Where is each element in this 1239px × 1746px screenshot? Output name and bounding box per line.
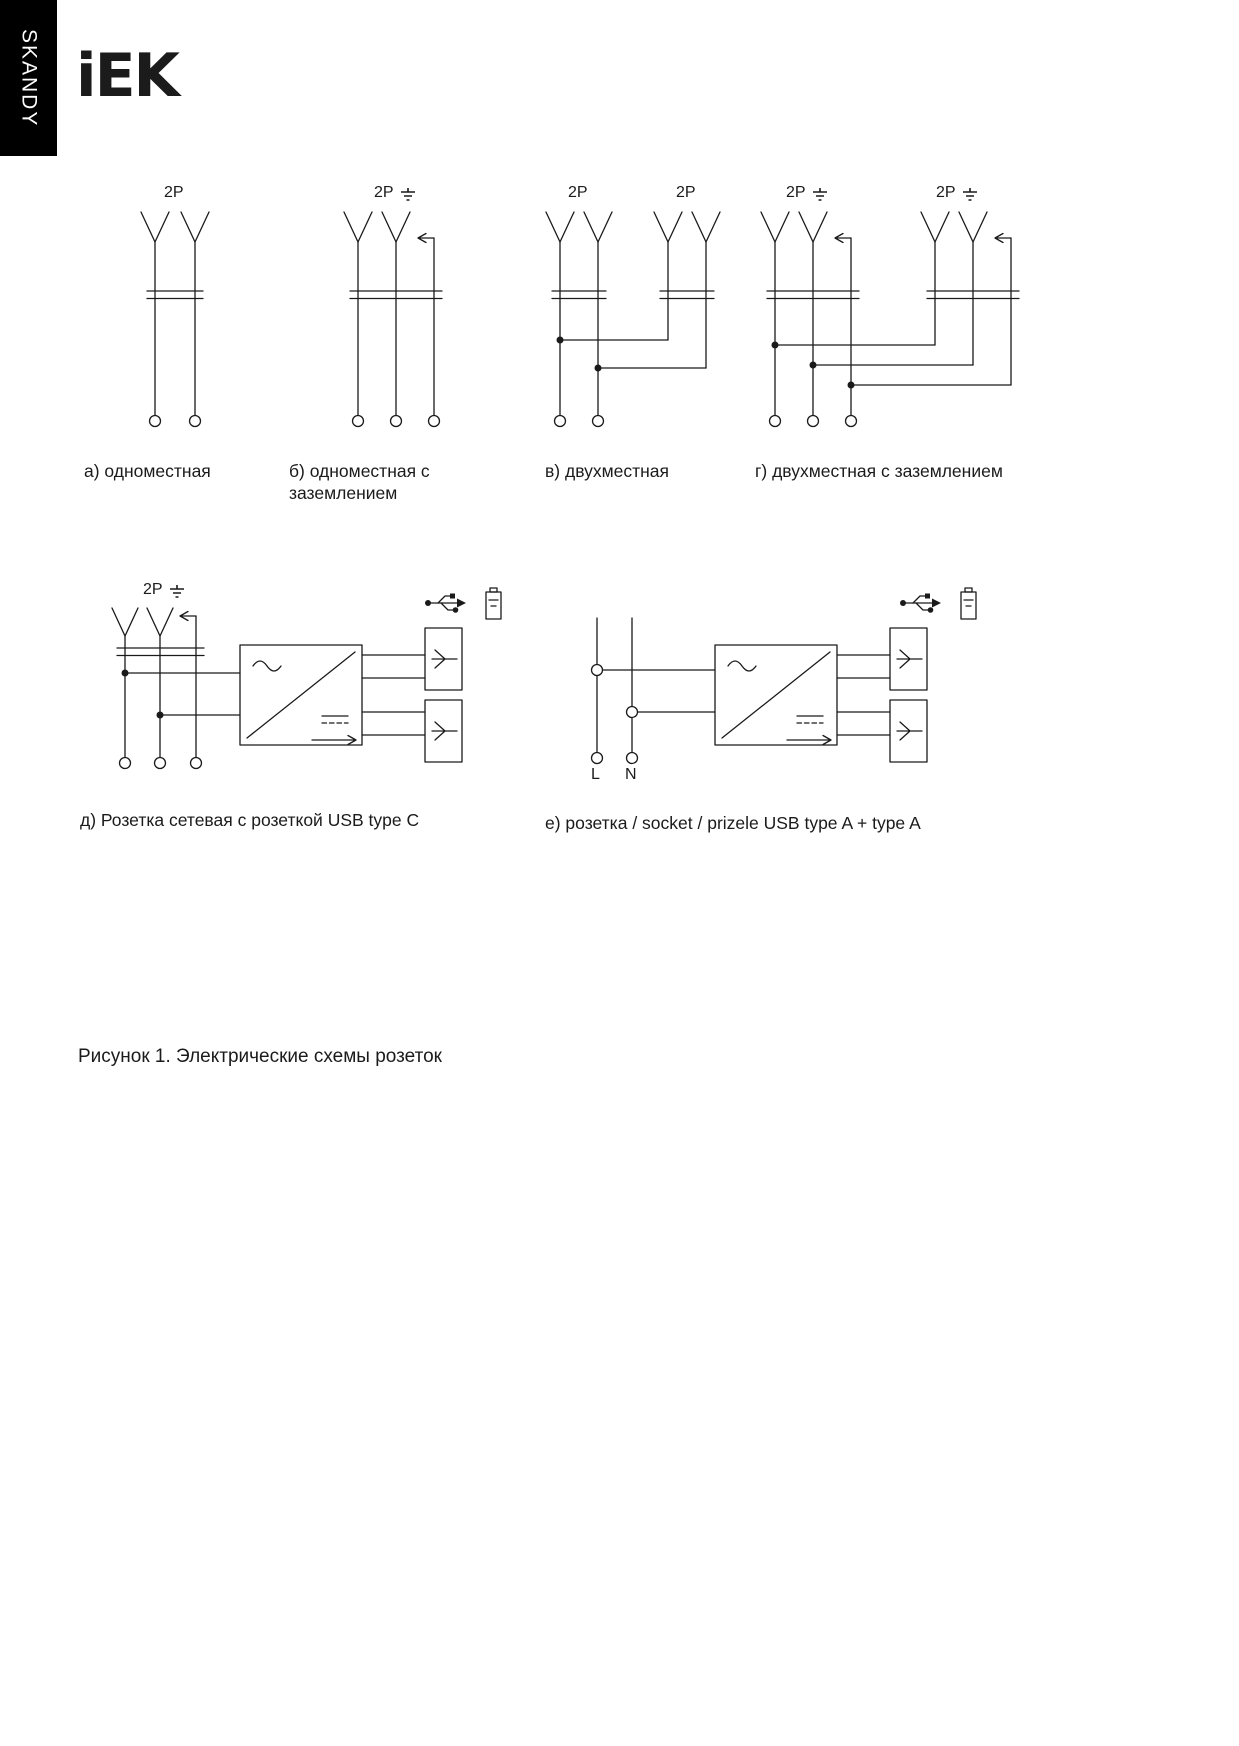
battery-icon (486, 588, 501, 619)
caption-a: а) одноместная (84, 461, 211, 481)
terminal (593, 416, 604, 427)
terminal (592, 753, 603, 764)
terminal (627, 753, 638, 764)
terminal (555, 416, 566, 427)
pole-label-v1: 2P (568, 184, 588, 201)
pole-label-g2 (936, 184, 979, 202)
output-wires (837, 655, 890, 735)
converter-divider (722, 652, 830, 738)
usb-port-symbol (897, 650, 922, 668)
terminal (150, 416, 161, 427)
terminal (155, 758, 166, 769)
ac-sine-symbol (253, 661, 281, 671)
terminal (627, 707, 638, 718)
ground-contact-arrow (835, 234, 851, 243)
usb-icon (900, 594, 941, 613)
diagram-e-schematic (592, 588, 977, 764)
pole-label-a: 2P (164, 184, 184, 201)
diagram-d-schematic (112, 588, 501, 769)
junction-dot (810, 362, 817, 369)
earth-ground-icon (811, 187, 829, 202)
usb-port-symbol (432, 722, 457, 740)
socket-base (767, 291, 1019, 299)
terminal (808, 416, 819, 427)
terminal (391, 416, 402, 427)
pole-label-b (374, 184, 417, 202)
usb-icon (425, 594, 466, 613)
terminal (191, 758, 202, 769)
caption-d: д) Розетка сетевая с розеткой USB type C (80, 810, 420, 830)
junction-dot (595, 365, 602, 372)
wires (155, 242, 195, 415)
terminal (353, 416, 364, 427)
pole-label-text: 2P (143, 581, 163, 598)
terminal (190, 416, 201, 427)
figure-caption: Рисунок 1. Электрические схемы розеток (78, 1046, 442, 1067)
socket-contacts (344, 212, 410, 242)
terminal-label-n: N (625, 766, 637, 783)
ground-contact-arrow (180, 612, 196, 621)
junction-dot (848, 382, 855, 389)
terminal (120, 758, 131, 769)
pole-label-text: 2P (374, 184, 394, 201)
diagram-g-schematic (761, 212, 1019, 427)
wires (358, 238, 434, 415)
pole-label-d (143, 581, 186, 599)
earth-ground-icon (961, 187, 979, 202)
output-arrow (312, 736, 356, 745)
jumper-wires (603, 670, 716, 712)
jumper-wires (125, 673, 240, 715)
diagram-b-schematic (344, 212, 442, 427)
ground-contact-arrow (995, 234, 1011, 243)
terminal (770, 416, 781, 427)
battery-icon (961, 588, 976, 619)
ground-contact-arrow (418, 234, 434, 243)
jumper-wires (560, 340, 706, 368)
ac-sine-symbol (728, 661, 756, 671)
caption-e: е) розетка / socket / prizele USB type A + type A (545, 813, 921, 833)
wires (775, 238, 1011, 415)
earth-ground-icon (168, 584, 186, 599)
diagram-v-schematic (546, 212, 720, 427)
usb-port-symbol (897, 722, 922, 740)
diagram-a-schematic (141, 212, 209, 427)
terminal (429, 416, 440, 427)
caption-g: г) двухместная с заземлением (755, 461, 1003, 481)
caption-v: в) двухместная (545, 461, 670, 481)
output-arrow (787, 736, 831, 745)
converter-divider (247, 652, 355, 738)
wires (597, 618, 632, 752)
earth-ground-icon (399, 187, 417, 202)
socket-contacts (761, 212, 987, 242)
terminal (592, 665, 603, 676)
socket-contacts (141, 212, 209, 242)
terminal (846, 416, 857, 427)
terminal-label-l: L (591, 766, 600, 783)
junction-dot (772, 342, 779, 349)
socket-contacts (112, 608, 173, 636)
junction-dot (557, 337, 564, 344)
wires (125, 616, 196, 757)
output-wires (362, 655, 425, 735)
pole-label-text: 2P (786, 184, 806, 201)
pole-label-v2: 2P (676, 184, 696, 201)
usb-port-symbol (432, 650, 457, 668)
socket-contacts (546, 212, 720, 242)
wires (560, 242, 706, 415)
pole-label-text: 2P (936, 184, 956, 201)
pole-label-g1 (786, 184, 829, 202)
socket-base (552, 291, 714, 299)
junction-dot (157, 712, 164, 719)
caption-b: б) одноместная с заземлением (289, 461, 430, 503)
junction-dot (122, 670, 129, 677)
brand-logo: iEK (76, 41, 179, 111)
side-tab-label: SKANDY (17, 28, 41, 128)
